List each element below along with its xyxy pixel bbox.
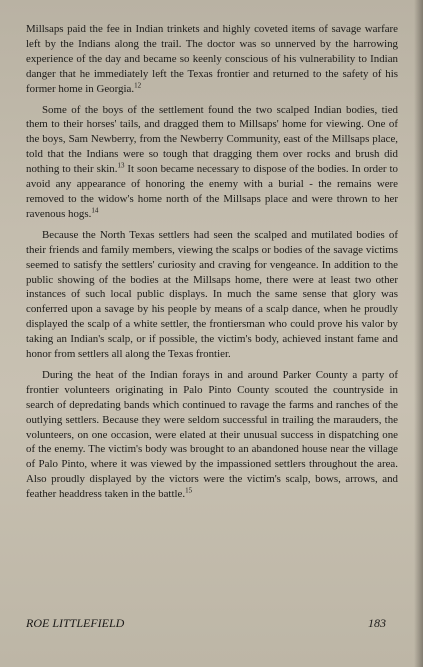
footnote-ref-13: 13 <box>117 161 125 170</box>
body-text <box>26 22 398 508</box>
running-footer-author: ROE LITTLEFIELD <box>26 616 125 630</box>
paragraph-2-text-b: It soon became necessary to dispose of the bodies. In order to avoid any appearance of honoring the enemy with a burial - the remains were removed to the widow's home north of the Millsaps place and were thrown to her ravenous hogs. <box>26 163 398 220</box>
footnote-ref-15: 15 <box>185 486 193 495</box>
paragraph-3-text: Because the North Texas settlers had seen the scalped and mutilated bodies of their friends and family members, viewing the scalps or bodies of the savage victims seemed to satisfy the settlers' curiosity and craving for vengeance. In addition to the public showing of the bodies at the Millsaps home, there were at least two other instances of such local public displays. In much the same sense that glory was conferred upon a savage by his people by means of a scalp dance, when he proudly displayed the scalp of a white settler, the frontiersman who could prove his valor by taking an Indian's scalp, or if possible, the victim's body, achieved instant fame and honor from settlers all along the Texas frontier. <box>26 228 398 361</box>
footnote-ref-14: 14 <box>91 206 99 215</box>
page-edge-shadow <box>414 0 423 667</box>
paragraph-1 <box>26 22 398 97</box>
paragraph-2 <box>26 103 398 222</box>
paragraph-4 <box>26 368 398 502</box>
footnote-ref-12: 12 <box>134 81 142 89</box>
paragraph-2-text-a: Some of the boys of the settlement found the two scalped Indian bodies, tied them to their horses' tails, and dragged them to Millsaps' home for viewing. One of the boys, Sam Newberry, from the Newberry Community, east of the Millsaps place, told that the Indians were so tough that dragging them over rocks and brush did nothing to their skin. <box>26 103 398 176</box>
page-number: 183 <box>368 616 386 630</box>
paragraph-1-text: Millsaps paid the fee in Indian trinkets and highly coveted items of savage warfare left by the Indians along the trail. The doctor was so unnerved by the harrowing experience of the day and became so keenly conscious of his vulnerability to Indian danger that he immediately left the Texas frontier and returned to the safety of his former home in Georgia. <box>26 23 398 95</box>
paragraph-4-text: During the heat of the Indian forays in and around Parker County a party of frontier volunteers originating in Palo Pinto County scouted the countryside in search of depredating bands which continued to ravage the farms and ranches of the outlying settlers. Because they were seldom successful in trailing the marauders, the volunteers, on one occasion, were elated at their unusual success in dispatching one of the enemy. The victim's body was brought to an abandoned house near the village of Palo Pinto, where it was viewed by the impassioned settlers throughout the area. Also proudly displayed by the victors were the victim's scalp, bows, arrows, and feather headdress taken in the battle. <box>26 368 398 501</box>
page-footer <box>26 616 386 631</box>
paragraph-3 <box>26 228 398 362</box>
